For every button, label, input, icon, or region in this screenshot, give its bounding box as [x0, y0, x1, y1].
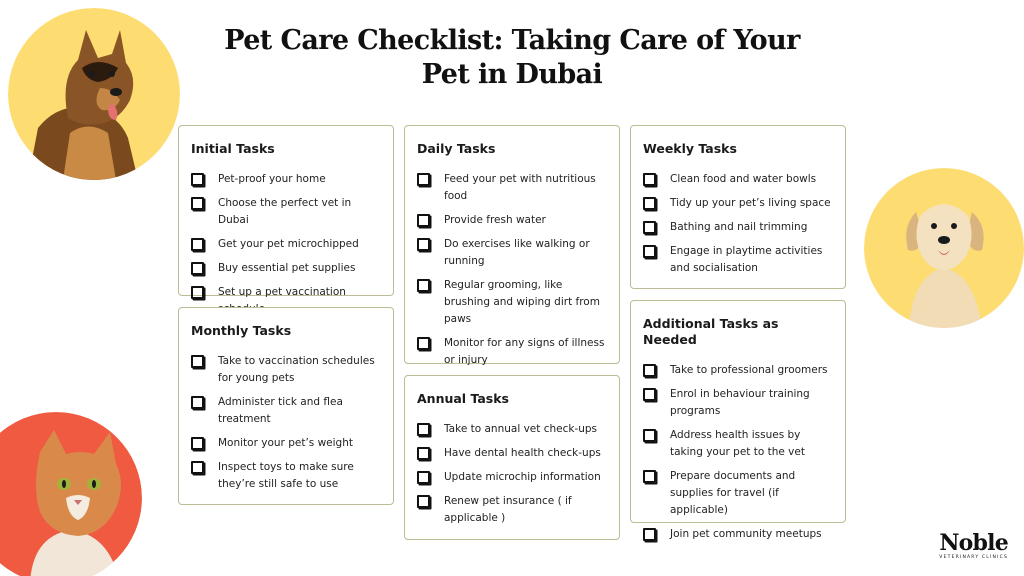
page-title-line-1: Pet Care Checklist: Taking Care of Your [224, 25, 800, 56]
checklist-item[interactable] [417, 469, 607, 486]
weekly-tasks-card [630, 125, 846, 289]
checklist-item-label: Take to annual vet check-ups [444, 423, 598, 435]
checkbox-icon[interactable] [191, 173, 204, 186]
brand-logo [939, 532, 1008, 560]
checklist-item[interactable] [643, 219, 833, 236]
checklist-item[interactable] [417, 236, 607, 270]
card-title: Weekly Tasks [643, 141, 737, 156]
card-title: Monthly Tasks [191, 323, 292, 338]
checklist-item[interactable] [643, 171, 833, 188]
checklist-item-label: Feed your pet with nutritious food [444, 173, 596, 202]
orange-cat-illustration [0, 412, 142, 576]
checklist-item-label: Have dental health check-ups [444, 447, 601, 459]
checklist-item-label: Address health issues by taking your pet to the vet [670, 429, 805, 458]
monthly-tasks-card [178, 307, 394, 505]
checklist-item-label: Engage in playtime activities and socialisation [670, 245, 823, 274]
checkbox-icon[interactable] [643, 388, 656, 401]
german-shepherd-illustration [8, 8, 180, 180]
checklist-item-label: Inspect toys to make sure they’re still safe to use [218, 461, 354, 490]
checklist-item-label: Take to vaccination schedules for young pets [218, 355, 375, 384]
checklist-item[interactable] [643, 195, 833, 212]
checkbox-icon[interactable] [191, 262, 204, 275]
checkbox-icon[interactable] [191, 238, 204, 251]
checkbox-icon[interactable] [417, 423, 430, 436]
checklist-item-label: Clean food and water bowls [670, 173, 817, 185]
checkbox-icon[interactable] [417, 495, 430, 508]
checklist-item[interactable] [417, 421, 607, 438]
checklist-item[interactable] [191, 236, 381, 253]
checklist-item[interactable] [643, 427, 833, 461]
checkbox-icon[interactable] [191, 197, 204, 210]
checkbox-icon[interactable] [417, 173, 430, 186]
checklist-item-label: Choose the perfect vet in Dubai [218, 197, 352, 226]
checkbox-icon[interactable] [191, 286, 204, 299]
checkbox-icon[interactable] [417, 238, 430, 251]
checkbox-icon[interactable] [643, 470, 656, 483]
checkbox-icon[interactable] [643, 173, 656, 186]
checklist-item[interactable] [643, 386, 833, 420]
checkbox-icon[interactable] [191, 355, 204, 368]
checklist-item-label: Enrol in behaviour training programs [670, 388, 810, 417]
checklist-item[interactable] [191, 459, 381, 493]
checkbox-icon[interactable] [417, 471, 430, 484]
checklist-item[interactable] [417, 171, 607, 205]
checklist-item-label: Monitor your pet’s weight [218, 437, 353, 449]
checklist-item-label: Administer tick and flea treatment [218, 396, 343, 425]
checklist-item-label: Buy essential pet supplies [218, 262, 356, 274]
checkbox-icon[interactable] [643, 197, 656, 210]
checkbox-icon[interactable] [643, 221, 656, 234]
checklist-item[interactable] [417, 445, 607, 462]
dog-photo-top-left [8, 8, 180, 180]
checklist-item[interactable] [191, 394, 381, 428]
checklist-item-label: Renew pet insurance ( if applicable ) [444, 495, 572, 524]
golden-retriever-illustration [864, 168, 1024, 328]
checklist-item-label: Set up a pet vaccination [218, 286, 346, 298]
checkbox-icon[interactable] [417, 447, 430, 460]
checklist-item-label: Get your pet microchipped [218, 238, 359, 250]
checkbox-icon[interactable] [191, 396, 204, 409]
page-title-line-2: Pet in Dubai [421, 59, 603, 90]
checklist-item-label: Update microchip information [444, 471, 601, 483]
initial-tasks-card [178, 125, 394, 296]
checkbox-icon[interactable] [417, 337, 430, 350]
brand-tagline: VETERINARY CLINICS [939, 555, 1008, 560]
checklist-item[interactable] [643, 526, 833, 543]
checklist-item[interactable] [191, 195, 381, 229]
checklist-item[interactable] [191, 260, 381, 277]
additional-tasks-card [630, 300, 846, 540]
checkbox-icon[interactable] [191, 461, 204, 474]
brand-name: Noble [939, 530, 1008, 556]
checkbox-icon[interactable] [643, 364, 656, 377]
checklist-item[interactable] [191, 171, 381, 188]
checkbox-icon[interactable] [643, 245, 656, 258]
checkbox-icon[interactable] [417, 214, 430, 227]
checklist-item-label: Prepare documents and supplies for travel (if applicable) [670, 470, 796, 516]
checklist-item[interactable] [643, 468, 833, 519]
checklist-item[interactable] [417, 493, 607, 527]
checklist-item-label: Regular grooming, like brushing and wiping dirt from paws [444, 279, 600, 325]
checklist-item[interactable] [417, 335, 607, 369]
checklist-item-label: Provide fresh water [444, 214, 546, 226]
checklist-item[interactable] [417, 212, 607, 229]
checklist-item-label: Join pet community meetups [670, 528, 822, 540]
checkbox-icon[interactable] [643, 429, 656, 442]
card-title: Additional Tasks as Needed [643, 316, 779, 347]
card-title: Annual Tasks [417, 391, 509, 406]
checklist-item[interactable] [643, 243, 833, 277]
daily-tasks-card [404, 125, 620, 364]
checklist-item-label: Pet-proof your home [218, 173, 326, 185]
checklist-item-label: Take to professional groomers [670, 364, 828, 376]
checkbox-icon[interactable] [417, 279, 430, 292]
checkbox-icon[interactable] [643, 528, 656, 541]
card-title: Initial Tasks [191, 141, 275, 156]
checklist-item-label: Monitor for any signs of illness or injury [444, 337, 605, 366]
checklist-item[interactable] [643, 362, 833, 379]
dog-photo-right [864, 168, 1024, 328]
cat-photo-bottom-left [0, 412, 142, 576]
checklist-item[interactable] [417, 277, 607, 328]
checklist-item[interactable] [191, 353, 381, 387]
page-title [200, 24, 824, 92]
card-title: Daily Tasks [417, 141, 496, 156]
checklist-item-label: Tidy up your pet’s living space [670, 197, 831, 209]
checkbox-icon[interactable] [191, 437, 204, 450]
checklist-item-label: Do exercises like walking or running [444, 238, 590, 267]
annual-tasks-card [404, 375, 620, 540]
checklist-item-label: Bathing and nail trimming [670, 221, 808, 233]
checklist-item[interactable] [191, 435, 381, 452]
